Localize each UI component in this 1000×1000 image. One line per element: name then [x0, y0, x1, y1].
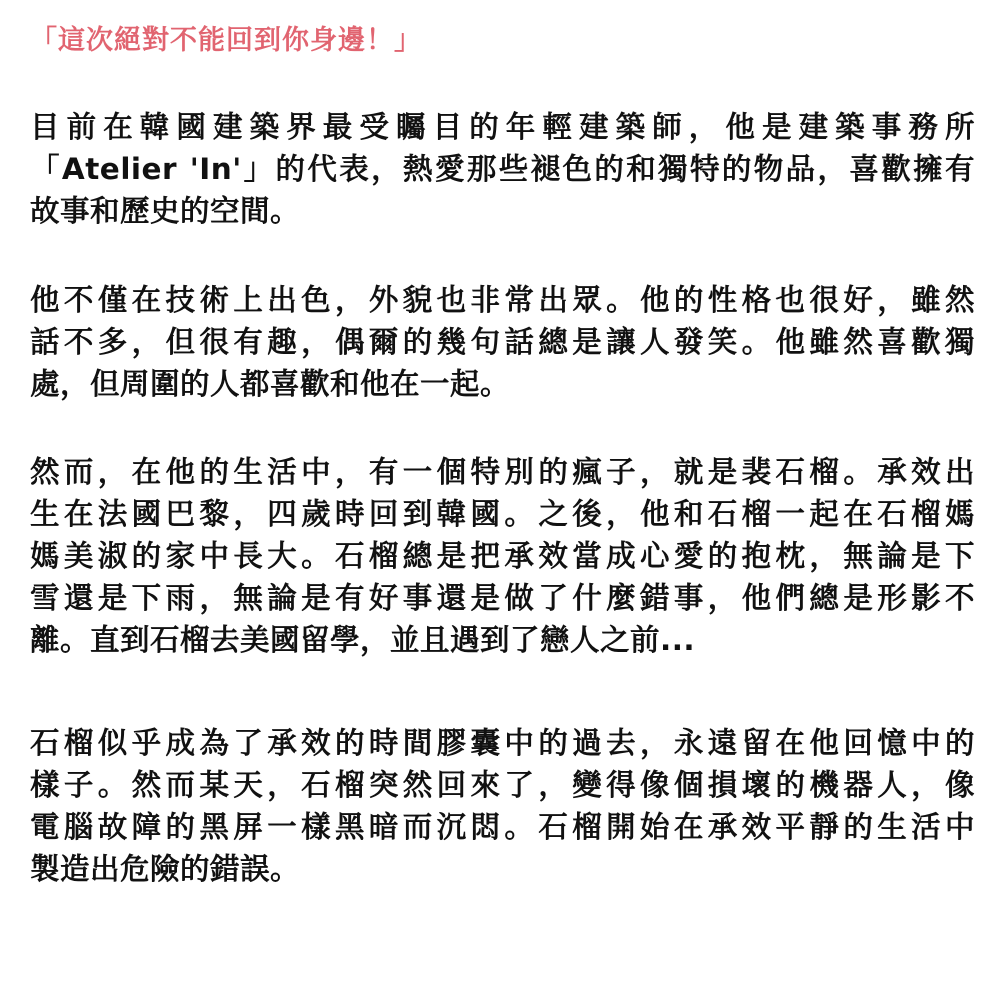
paragraph-line: 他不僅在技術上出色，外貌也非常出眾。他的性格也很好，雖然 — [30, 283, 975, 317]
paragraph-2 — [30, 279, 975, 405]
paragraph-line: 然而，在他的生活中，有一個特別的瘋子，就是裴石榴。承效出 — [30, 455, 975, 489]
paragraph-line: 處，但周圍的人都喜歡和他在一起。 — [30, 367, 511, 401]
paragraph-line: 電腦故障的黑屏一樣黑暗而沉悶。石榴開始在承效平靜的生活中 — [30, 810, 975, 844]
paragraph-line: 製造出危險的錯誤。 — [30, 852, 301, 886]
paragraph-line: 「Atelier 'In'」的代表，熱愛那些褪色的和獨特的物品，喜歡擁有 — [30, 152, 975, 186]
paragraph-line: 故事和歷史的空間。 — [30, 194, 301, 228]
paragraph-line: 目前在韓國建築界最受矚目的年輕建築師，他是建築事務所 — [30, 110, 975, 144]
document-title: 「這次絕對不能回到你身邊！」 — [30, 25, 422, 56]
paragraph-line: 生在法國巴黎，四歲時回到韓國。之後，他和石榴一起在石榴媽 — [30, 497, 975, 531]
paragraph-3 — [30, 451, 975, 661]
paragraph-line: 媽美淑的家中長大。石榴總是把承效當成心愛的抱枕，無論是下 — [30, 539, 975, 573]
paragraph-4 — [30, 722, 975, 890]
paragraph-line: 話不多，但很有趣，偶爾的幾句話總是讓人發笑。他雖然喜歡獨 — [30, 325, 975, 359]
paragraph-line: 雪還是下雨，無論是有好事還是做了什麼錯事，他們總是形影不 — [30, 581, 975, 615]
paragraph-line: 離。直到石榴去美國留學，並且遇到了戀人之前... — [30, 623, 696, 657]
paragraph-1 — [30, 106, 975, 232]
paragraph-line: 石榴似乎成為了承效的時間膠囊中的過去，永遠留在他回憶中的 — [30, 726, 975, 760]
paragraph-line: 樣子。然而某天，石榴突然回來了，變得像個損壞的機器人，像 — [30, 768, 975, 802]
